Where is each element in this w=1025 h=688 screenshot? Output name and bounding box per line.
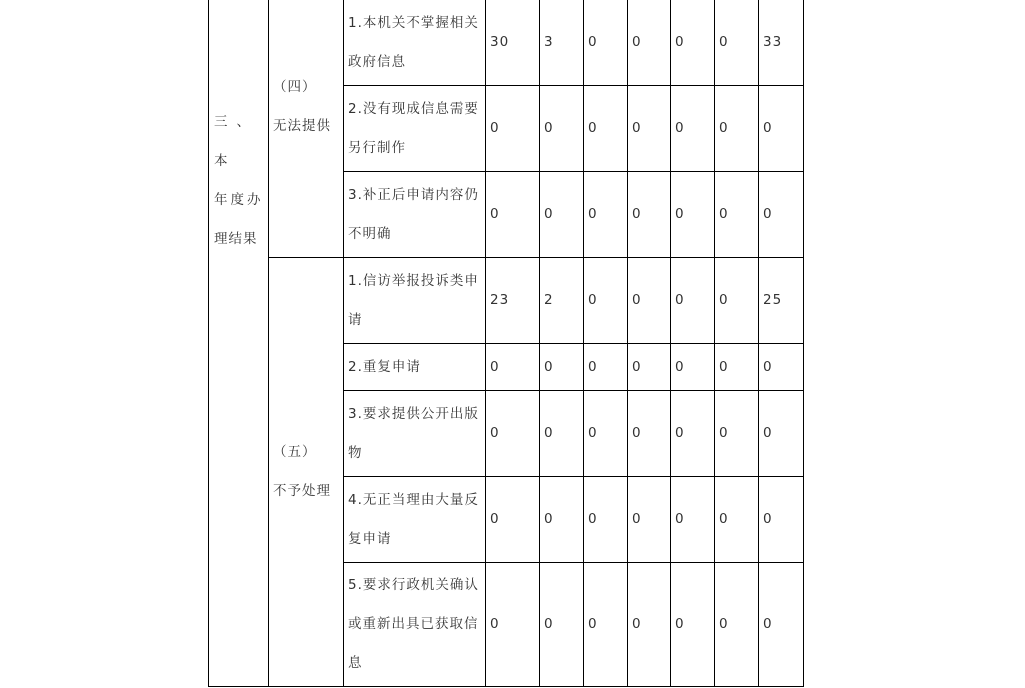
item-cell: 4.无正当理由大量反复申请 <box>344 477 486 563</box>
value-cell: 3 <box>540 0 584 86</box>
group-label-line: 不予处理 <box>273 483 331 499</box>
group-label-cell <box>269 0 344 258</box>
value-cell: 0 <box>486 344 540 391</box>
value-cell: 0 <box>584 477 628 563</box>
value-cell: 0 <box>671 563 715 687</box>
value-cell: 0 <box>671 86 715 172</box>
item-cell: 5.要求行政机关确认或重新出具已获取信息 <box>344 563 486 687</box>
item-cell: 2.重复申请 <box>344 344 486 391</box>
value-cell: 0 <box>715 0 759 86</box>
value-cell: 0 <box>540 172 584 258</box>
value-cell: 0 <box>628 172 671 258</box>
value-cell: 0 <box>584 258 628 344</box>
value-cell: 0 <box>671 0 715 86</box>
value-cell: 0 <box>715 344 759 391</box>
value-cell: 0 <box>584 563 628 687</box>
value-cell: 0 <box>584 172 628 258</box>
value-cell: 0 <box>715 563 759 687</box>
group-label-line: （五） <box>273 444 317 460</box>
value-cell: 0 <box>486 391 540 477</box>
table-row <box>209 0 804 86</box>
item-cell: 1.信访举报投诉类申请 <box>344 258 486 344</box>
group-label-cell <box>269 258 344 687</box>
value-cell: 0 <box>671 344 715 391</box>
section-label-line: 三、本 <box>214 114 259 169</box>
group-label-line: 无法提供 <box>273 118 331 134</box>
value-cell: 0 <box>584 0 628 86</box>
value-cell: 0 <box>486 477 540 563</box>
value-cell: 0 <box>671 391 715 477</box>
value-cell: 0 <box>486 86 540 172</box>
table-row <box>209 258 804 344</box>
item-cell: 3.要求提供公开出版物 <box>344 391 486 477</box>
section-label-line: 年度办 <box>214 192 264 208</box>
value-cell: 0 <box>759 391 804 477</box>
value-cell: 0 <box>540 477 584 563</box>
value-cell: 0 <box>628 86 671 172</box>
value-cell: 0 <box>628 391 671 477</box>
value-cell: 0 <box>715 258 759 344</box>
value-cell: 33 <box>759 0 804 86</box>
value-cell: 0 <box>759 86 804 172</box>
value-cell: 0 <box>671 477 715 563</box>
value-cell: 30 <box>486 0 540 86</box>
value-cell: 0 <box>584 344 628 391</box>
value-cell: 0 <box>759 172 804 258</box>
item-cell: 2.没有现成信息需要另行制作 <box>344 86 486 172</box>
value-cell: 0 <box>486 563 540 687</box>
group-label-line: （四） <box>273 79 317 95</box>
value-cell: 0 <box>671 258 715 344</box>
value-cell: 0 <box>715 86 759 172</box>
value-cell: 0 <box>584 391 628 477</box>
value-cell: 0 <box>540 86 584 172</box>
value-cell: 0 <box>759 563 804 687</box>
value-cell: 2 <box>540 258 584 344</box>
item-cell: 3.补正后申请内容仍不明确 <box>344 172 486 258</box>
value-cell: 0 <box>759 477 804 563</box>
value-cell: 0 <box>628 563 671 687</box>
value-cell: 0 <box>759 344 804 391</box>
value-cell: 0 <box>628 477 671 563</box>
section-label-line: 理结果 <box>214 231 258 247</box>
value-cell: 0 <box>715 172 759 258</box>
value-cell: 0 <box>540 563 584 687</box>
value-cell: 0 <box>584 86 628 172</box>
value-cell: 23 <box>486 258 540 344</box>
value-cell: 0 <box>715 477 759 563</box>
item-cell: 1.本机关不掌握相关政府信息 <box>344 0 486 86</box>
value-cell: 25 <box>759 258 804 344</box>
value-cell: 0 <box>671 172 715 258</box>
value-cell: 0 <box>715 391 759 477</box>
results-table <box>208 0 804 687</box>
section-label-cell <box>209 0 269 687</box>
table-body <box>209 0 804 687</box>
value-cell: 0 <box>540 344 584 391</box>
value-cell: 0 <box>486 172 540 258</box>
value-cell: 0 <box>540 391 584 477</box>
value-cell: 0 <box>628 258 671 344</box>
value-cell: 0 <box>628 0 671 86</box>
value-cell: 0 <box>628 344 671 391</box>
